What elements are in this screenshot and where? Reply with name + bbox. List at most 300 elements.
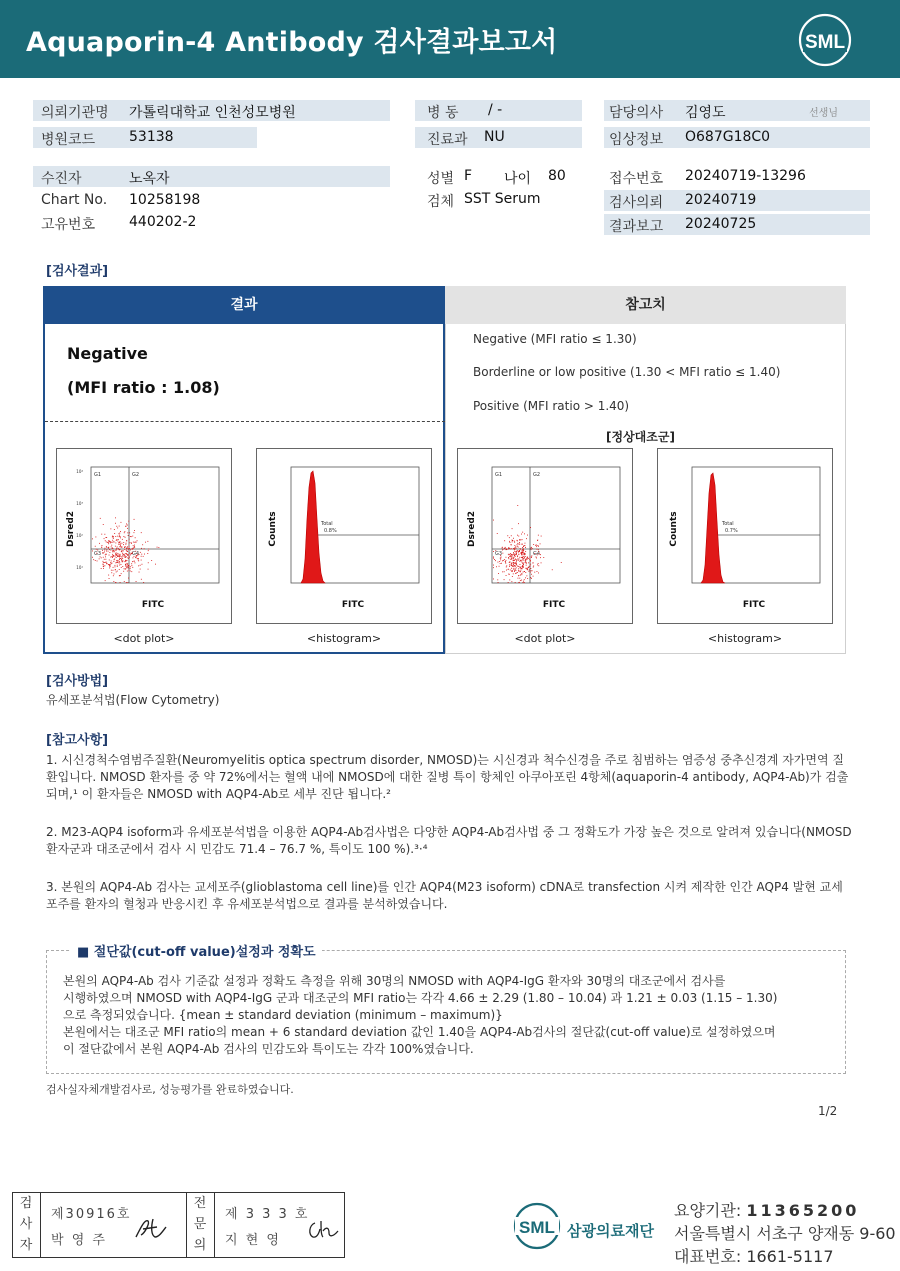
event-dot <box>124 532 125 533</box>
event-dot <box>126 550 127 551</box>
event-dot <box>518 523 519 524</box>
event-dot <box>521 534 522 535</box>
control-dot-plot <box>457 448 633 624</box>
control-dot-plot-figure <box>458 449 634 625</box>
event-dot <box>115 556 116 557</box>
event-dot <box>511 563 512 564</box>
event-dot <box>113 541 114 542</box>
event-dot <box>102 545 103 546</box>
event-dot <box>116 548 117 549</box>
event-dot <box>133 545 134 546</box>
event-dot <box>508 557 509 558</box>
event-dot <box>138 565 139 566</box>
event-dot <box>506 548 507 549</box>
ward-row <box>415 100 582 121</box>
event-dot <box>101 547 102 548</box>
event-dot <box>128 578 129 579</box>
event-dot <box>509 566 510 567</box>
age-value: 80 <box>548 168 566 184</box>
event-dot <box>520 570 521 571</box>
event-dot <box>125 557 126 558</box>
sex-age-row <box>415 166 585 187</box>
event-dot <box>130 571 131 572</box>
event-dot <box>141 579 142 580</box>
event-dot <box>104 562 105 563</box>
event-dot <box>520 564 521 565</box>
event-dot <box>531 549 532 550</box>
event-dot <box>109 568 110 569</box>
event-dot <box>519 544 520 545</box>
event-dot <box>521 574 522 575</box>
event-dot <box>531 578 532 579</box>
event-dot <box>111 545 112 546</box>
event-dot <box>143 582 144 583</box>
event-dot <box>112 557 113 558</box>
event-dot <box>125 560 126 561</box>
event-dot <box>143 556 144 557</box>
event-dot <box>128 570 129 571</box>
event-dot <box>110 562 111 563</box>
tester-id: 제30916호 <box>51 1207 132 1222</box>
event-dot <box>128 555 129 556</box>
event-dot <box>519 542 520 543</box>
svg-text:Dsred2: Dsred2 <box>467 510 477 548</box>
event-dot <box>119 549 120 550</box>
event-dot <box>122 556 123 557</box>
control-histogram-figure <box>658 449 834 625</box>
event-dot <box>513 562 514 563</box>
event-dot <box>119 561 120 562</box>
event-dot <box>125 561 126 562</box>
event-dot <box>115 566 116 567</box>
event-dot <box>508 547 509 548</box>
event-dot <box>103 524 104 525</box>
svg-text:10¹: 10¹ <box>76 565 83 570</box>
event-dot <box>127 557 128 558</box>
event-dot <box>523 556 524 557</box>
event-dot <box>504 559 505 560</box>
event-dot <box>115 523 116 524</box>
event-dot <box>132 567 133 568</box>
event-dot <box>116 560 117 561</box>
event-dot <box>512 557 513 558</box>
event-dot <box>130 568 131 569</box>
event-dot <box>96 549 97 550</box>
event-dot <box>107 563 108 564</box>
event-dot <box>116 554 117 555</box>
event-dot <box>503 560 504 561</box>
event-dot <box>514 563 515 564</box>
svg-text:FITC: FITC <box>141 600 165 610</box>
event-dot <box>99 558 100 559</box>
event-dot <box>502 560 503 561</box>
event-dot <box>499 566 500 567</box>
event-dot <box>509 564 510 565</box>
event-dot <box>509 554 510 555</box>
event-dot <box>514 557 515 558</box>
event-dot <box>519 557 520 558</box>
event-dot <box>126 551 127 552</box>
event-dot <box>114 542 115 543</box>
event-dot <box>528 571 529 572</box>
event-dot <box>530 527 531 528</box>
note-paragraph-3: 3. 본원의 AQP4-Ab 검사는 교세포주(glioblastoma cell line)를 인간 AQP4(M23 isoform) cDNA로 transfection 시켜 제작한 인간 AQP4 발현 교세포주를 환자의 혈청과 반응시킨 후 유세포분석법으로 결과를 분석하였습니다. <box>46 880 843 911</box>
method-text: 유세포분석법(Flow Cytometry) <box>46 693 220 707</box>
event-dot <box>144 554 145 555</box>
unique-row <box>33 212 390 233</box>
event-dot <box>529 566 530 567</box>
event-dot <box>106 547 107 548</box>
event-dot <box>111 556 112 557</box>
event-dot <box>518 547 519 548</box>
event-dot <box>513 538 514 539</box>
event-dot <box>124 549 125 550</box>
event-dot <box>529 570 530 571</box>
event-dot <box>533 566 534 567</box>
event-dot <box>111 570 112 571</box>
event-dot <box>122 539 123 540</box>
event-dot <box>120 575 121 576</box>
event-dot <box>151 560 152 561</box>
event-dot <box>121 567 122 568</box>
event-dot <box>115 543 116 544</box>
event-dot <box>126 563 127 564</box>
event-dot <box>121 559 122 560</box>
event-dot <box>135 542 136 543</box>
event-dot <box>513 564 514 565</box>
specimen-row <box>415 189 585 210</box>
event-dot <box>104 538 105 539</box>
event-dot <box>516 567 517 568</box>
event-dot <box>138 559 139 560</box>
event-dot <box>512 576 513 577</box>
event-dot <box>137 558 138 559</box>
reference-positive: Positive (MFI ratio > 1.40) <box>473 399 630 413</box>
clinical-row <box>604 127 870 148</box>
event-dot <box>125 566 126 567</box>
event-dot <box>128 567 129 568</box>
event-dot <box>132 552 133 553</box>
event-dot <box>520 560 521 561</box>
patient-histogram-caption: <histogram> <box>306 632 382 645</box>
event-dot <box>119 575 120 576</box>
event-dot <box>104 559 105 560</box>
event-dot <box>523 560 524 561</box>
event-dot <box>514 545 515 546</box>
event-dot <box>521 553 522 554</box>
event-dot <box>541 536 542 537</box>
event-dot <box>513 552 514 553</box>
event-dot <box>522 562 523 563</box>
event-dot <box>118 561 119 562</box>
event-dot <box>517 544 518 545</box>
event-dot <box>506 570 507 571</box>
event-dot <box>525 554 526 555</box>
event-dot <box>531 555 532 556</box>
event-dot <box>116 549 117 550</box>
event-dot <box>119 546 120 547</box>
event-dot <box>525 561 526 562</box>
event-dot <box>504 579 505 580</box>
result-panel <box>43 324 445 654</box>
event-dot <box>538 546 539 547</box>
event-dot <box>511 554 512 555</box>
event-dot <box>514 560 515 561</box>
event-dot <box>134 561 135 562</box>
age-label: 나이 <box>504 171 532 187</box>
event-dot <box>117 571 118 572</box>
reference-borderline: Borderline or low positive (1.30 < MFI ratio ≤ 1.40) <box>473 365 781 379</box>
event-dot <box>521 561 522 562</box>
event-dot <box>136 581 137 582</box>
event-dot <box>104 552 105 553</box>
event-dot <box>515 556 516 557</box>
institution-row <box>33 100 390 121</box>
event-dot <box>543 557 544 558</box>
event-dot <box>531 574 532 575</box>
svg-text:G2: G2 <box>132 472 140 478</box>
event-dot <box>115 546 116 547</box>
event-dot <box>510 559 511 560</box>
specialist-label: 전문의 <box>193 1196 207 1253</box>
event-dot <box>513 569 514 570</box>
event-dot <box>131 571 132 572</box>
event-dot <box>522 549 523 550</box>
event-dot <box>140 565 141 566</box>
cutoff-box <box>46 945 846 1074</box>
event-dot <box>561 562 562 563</box>
event-dot <box>512 570 513 571</box>
event-dot <box>126 553 127 554</box>
event-dot <box>120 541 121 542</box>
event-dot <box>538 563 539 564</box>
event-dot <box>126 582 127 583</box>
event-dot <box>129 546 130 547</box>
event-dot <box>532 563 533 564</box>
event-dot <box>527 557 528 558</box>
event-dot <box>519 578 520 579</box>
event-dot <box>145 542 146 543</box>
note-paragraph-1: 1. 시신경척수염범주질환(Neuromyelitis optica spectrum disorder, NMOSD)는 시신경과 척수신경을 주로 침범하는 염증성 중추신경계 자가면역 질환입니다. NMOSD 환자를 중 약 72%에서는 혈액 내에 NMOSD에 대한 질병 특이 항체인 아쿠아포린 4항체(aquaporin-4 antibody, AQP4-Ab)가 검출되며,¹ 이 환자들은 NMOSD with AQP4-Ab로 세부 진단 됩니다.² <box>46 753 849 801</box>
event-dot <box>522 559 523 560</box>
event-dot <box>531 557 532 558</box>
sml-logo <box>797 12 853 68</box>
event-dot <box>515 553 516 554</box>
result-mfi-ratio: (MFI ratio : 1.08) <box>67 378 220 397</box>
request-row <box>604 190 870 211</box>
event-dot <box>120 537 121 538</box>
svg-text:FITC: FITC <box>341 600 365 610</box>
specimen-label: 검체 <box>427 194 455 210</box>
event-dot <box>124 581 125 582</box>
unique-label: 고유번호 <box>41 217 96 233</box>
event-dot <box>515 559 516 560</box>
event-dot <box>120 531 121 532</box>
event-dot <box>119 535 120 536</box>
event-dot <box>525 556 526 557</box>
event-dot <box>141 548 142 549</box>
event-dot <box>517 566 518 567</box>
event-dot <box>138 558 139 559</box>
event-dot <box>514 542 515 543</box>
event-dot <box>115 554 116 555</box>
event-dot <box>148 549 149 550</box>
event-dot <box>131 536 132 537</box>
event-dot <box>105 540 106 541</box>
event-dot <box>108 575 109 576</box>
cutoff-line-2: 시행하였으며 NMOSD with AQP4-IgG 군과 대조군의 MFI ratio는 각각 4.66 ± 2.29 (1.80 – 10.04) 과 1.21 ± 0.03 (1.15 – 1.30) <box>63 991 778 1005</box>
event-dot <box>110 543 111 544</box>
event-dot <box>115 517 116 518</box>
event-dot <box>112 537 113 538</box>
event-dot <box>521 557 522 558</box>
event-dot <box>115 582 116 583</box>
event-dot <box>518 568 519 569</box>
patient-value: 노옥자 <box>129 171 170 187</box>
event-dot <box>540 557 541 558</box>
ward-value: / - <box>488 102 503 118</box>
event-dot <box>105 559 106 560</box>
event-dot <box>519 582 520 583</box>
event-dot <box>125 553 126 554</box>
event-dot <box>515 569 516 570</box>
event-dot <box>527 578 528 579</box>
event-dot <box>517 559 518 560</box>
doctor-label: 담당의사 <box>609 105 664 121</box>
event-dot <box>516 559 517 560</box>
event-dot <box>109 578 110 579</box>
event-dot <box>517 555 518 556</box>
event-dot <box>129 556 130 557</box>
svg-text:Counts: Counts <box>268 511 278 547</box>
event-dot <box>518 575 519 576</box>
event-dot <box>134 545 135 546</box>
event-dot <box>518 536 519 537</box>
event-dot <box>119 558 120 559</box>
event-dot <box>125 556 126 557</box>
event-dot <box>519 561 520 562</box>
event-dot <box>141 560 142 561</box>
event-dot <box>504 571 505 572</box>
event-dot <box>552 569 553 570</box>
event-dot <box>116 539 117 540</box>
divider <box>45 421 445 422</box>
event-dot <box>106 537 107 538</box>
event-dot <box>514 565 515 566</box>
normal-control-label: [정상대조군] <box>606 430 675 444</box>
signature-box <box>12 1192 345 1258</box>
event-dot <box>521 573 522 574</box>
event-dot <box>540 554 541 555</box>
event-dot <box>522 551 523 552</box>
event-dot <box>117 528 118 529</box>
event-dot <box>128 521 129 522</box>
event-dot <box>536 545 537 546</box>
event-dot <box>511 535 512 536</box>
event-dot <box>523 564 524 565</box>
event-dot <box>111 572 112 573</box>
event-dot <box>528 562 529 563</box>
event-dot <box>106 554 107 555</box>
event-dot <box>129 542 130 543</box>
event-dot <box>108 564 109 565</box>
event-dot <box>538 535 539 536</box>
event-dot <box>123 554 124 555</box>
event-dot <box>513 563 514 564</box>
event-dot <box>537 554 538 555</box>
event-dot <box>515 568 516 569</box>
event-dot <box>515 554 516 555</box>
event-dot <box>138 560 139 561</box>
event-dot <box>129 548 130 549</box>
reference-negative: Negative (MFI ratio ≤ 1.30) <box>473 332 637 346</box>
report-date-label: 결과보고 <box>609 219 664 235</box>
event-dot <box>96 553 97 554</box>
svg-text:Dsred2: Dsred2 <box>66 510 76 548</box>
event-dot <box>518 566 519 567</box>
specialist-label-cell <box>187 1193 215 1257</box>
event-dot <box>132 536 133 537</box>
event-dot <box>113 538 114 539</box>
event-dot <box>512 541 513 542</box>
reference-panel <box>445 324 846 654</box>
event-dot <box>116 562 117 563</box>
dept-value: NU <box>484 129 505 145</box>
event-dot <box>103 561 104 562</box>
event-dot <box>116 540 117 541</box>
event-dot <box>123 571 124 572</box>
event-dot <box>520 567 521 568</box>
event-dot <box>109 560 110 561</box>
event-dot <box>512 540 513 541</box>
event-dot <box>523 558 524 559</box>
event-dot <box>511 563 512 564</box>
event-dot <box>516 561 517 562</box>
event-dot <box>157 547 158 548</box>
event-dot <box>506 565 507 566</box>
institution-label: 의뢰기관명 <box>41 105 109 121</box>
event-dot <box>511 544 512 545</box>
event-dot <box>121 556 122 557</box>
event-dot <box>519 539 520 540</box>
event-dot <box>95 537 96 538</box>
event-dot <box>120 546 121 547</box>
request-value: 20240719 <box>685 192 757 208</box>
event-dot <box>503 549 504 550</box>
event-dot <box>120 536 121 537</box>
event-dot <box>510 542 511 543</box>
event-dot <box>495 550 496 551</box>
event-dot <box>133 548 134 549</box>
event-dot <box>523 572 524 573</box>
event-dot <box>101 534 102 535</box>
event-dot <box>523 581 524 582</box>
event-dot <box>511 571 512 572</box>
event-dot <box>119 565 120 566</box>
event-dot <box>522 557 523 558</box>
hospital-code-row <box>33 127 257 148</box>
event-dot <box>510 570 511 571</box>
event-dot <box>534 553 535 554</box>
event-dot <box>527 568 528 569</box>
institution-value: 가톨릭대학교 인천성모병원 <box>129 105 296 121</box>
cutoff-line-1: 본원의 AQP4-Ab 검사 기준값 설정과 정확도 측정을 위해 30명의 NMOSD with AQP4-IgG 환자와 30명의 대조군에서 검사를 <box>63 974 726 988</box>
control-histogram-caption: <histogram> <box>707 632 783 645</box>
event-dot <box>515 551 516 552</box>
event-dot <box>118 539 119 540</box>
event-dot <box>127 532 128 533</box>
event-dot <box>141 556 142 557</box>
